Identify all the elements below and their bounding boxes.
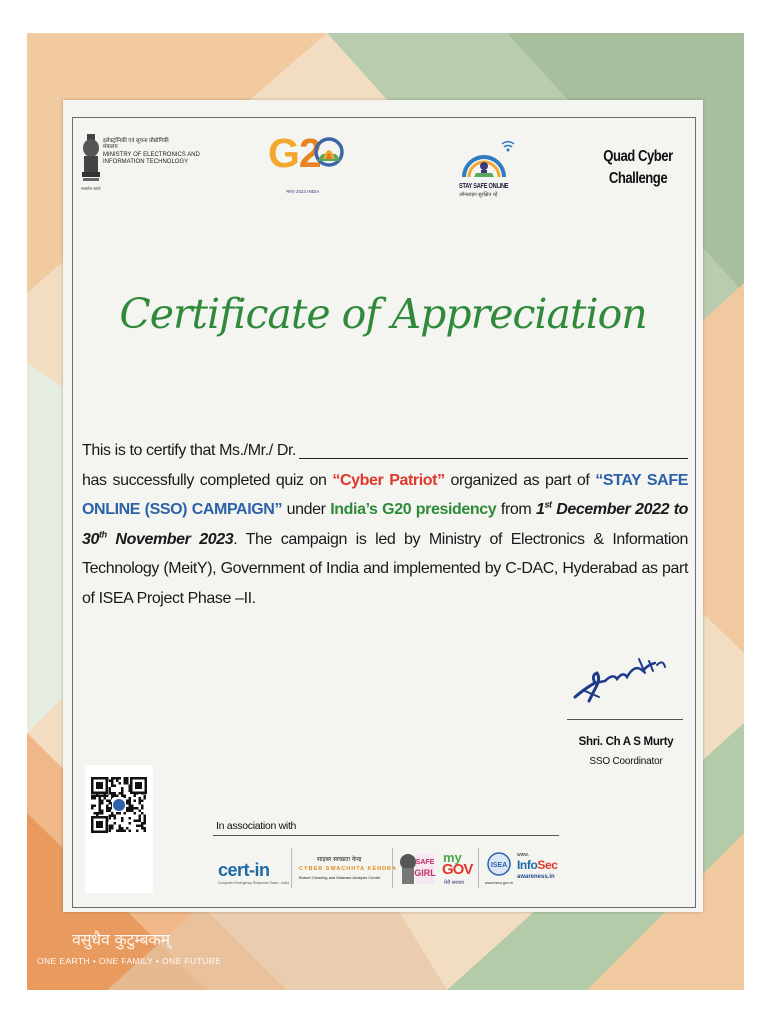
stay-safe-online-icon [456,133,516,183]
mygov-logo [440,850,474,888]
certin-logo [216,852,289,890]
quad-cyber-challenge-label [601,146,675,190]
presidency-name: India’s G20 presidency [330,501,497,518]
date-start-day: 1 [535,501,545,518]
quiz-name: “Cyber Patriot” [332,471,445,489]
infosec-sec: Sec [537,858,558,872]
partner-divider [478,848,479,888]
infosec-info: Info [517,858,538,872]
isea-logo [484,848,516,888]
mygov-my: my [443,850,462,865]
body-text-2: organized as part of [444,471,596,489]
stay-safe-online-logo [456,133,516,208]
csk-name: CYBER SWACHHTA KENDRA [299,866,397,872]
svg-text:ISEA: ISEA [490,862,508,869]
campaign-name: “STAY SAFE ONLINE (SSO) CAMPAIGN” [82,471,688,518]
certify-intro: This is to certify that Ms./Mr./ Dr. [82,442,297,459]
emblem-caption: सत्यमेव जयते [81,186,101,191]
g20-letter-g: G [268,130,299,176]
quad-line-1: Quad Cyber [603,148,673,165]
certificate-body [82,436,688,613]
signature-icon [565,635,691,715]
association-label: In association with [216,820,297,832]
meity-hindi-name: इलेक्ट्रॉनिकी एवं सूचना प्रौद्योगिकी मंत्रालय [103,138,169,150]
body-paragraph [82,466,688,614]
quad-line-2: Challenge [608,170,668,187]
date-start-sup: st [544,499,552,510]
infosec-www: www. [517,852,529,858]
body-text-1: has successfully completed quiz on [82,471,333,489]
cyber-safe-girl-icon [396,848,436,888]
association-divider [213,835,559,836]
csk-hindi: साइबर स्वच्छता केन्द्र [317,857,362,863]
recipient-name-blank [299,442,688,459]
lotus-globe-icon [314,135,344,173]
g20-logo [268,131,348,201]
national-emblem-icon [81,132,101,186]
infosec-wordmark [517,858,558,872]
sso-name: STAY SAFE ONLINE [459,183,509,190]
date-end-sup: th [99,529,107,540]
certin-wordmark: cert-in [218,860,270,880]
meity-english-name: MINISTRY OF ELECTRONICS AND INFORMATION TECHNOLOGY [103,152,200,165]
body-text-3: under [282,501,331,518]
svg-text:www.isea.gov.in: www.isea.gov.in [484,880,514,885]
cyber-safe-girl-logo [396,848,436,888]
body-text-5: . The campaign is led by Ministry of Electronics & Information Technology (MeitY), Government of India and implemented by C-DAC, Hyderabad as part of ISEA Project Phase –II. [82,530,688,607]
qr-code-icon [91,777,147,881]
signatory-name: Shri. Ch A S Murty [578,736,674,748]
infosec-awareness-logo [517,852,561,888]
footer-hindi-motto: वसुधैव कुटुम्बकम् [72,930,170,949]
certify-line [82,436,688,466]
svg-text:GIRL: GIRL [414,868,436,878]
g20-tagline: भारत 2023 INDIA [286,189,320,194]
date-end: November 2023 [106,530,234,548]
date-middle: December 2022 to 30 [82,501,688,548]
g20-digit-2: 2 [298,130,321,176]
body-text-4: from [496,501,536,518]
infosec-awareness: awareness.in [517,874,555,880]
meity-logo [81,132,201,194]
g20-wordmark [268,131,321,175]
certin-subtitle: Computer Emergency Response Team - India [218,881,289,885]
signatory-role: SSO Coordinator [589,756,663,767]
mygov-gov: GOV [442,861,473,878]
csk-subtitle: Botnet Cleaning and Malware Analysis Centre [299,875,381,880]
certificate [63,100,703,912]
cyber-swachhta-kendra-logo [297,855,397,885]
partner-divider [392,848,393,888]
mygov-hindi: मेरी सरकार [444,880,465,886]
partner-divider [291,848,292,888]
certificate-title: Certificate of Appreciation [119,290,647,338]
svg-text:SAFE: SAFE [415,859,435,866]
isea-icon [484,848,516,888]
qr-code [85,765,153,893]
sso-hindi: ऑनलाइन सुरक्षित रहें [459,192,498,198]
signature-line [567,719,683,720]
signature-block [565,635,691,775]
footer-motto: ONE EARTH • ONE FAMILY • ONE FUTURE [37,956,222,966]
